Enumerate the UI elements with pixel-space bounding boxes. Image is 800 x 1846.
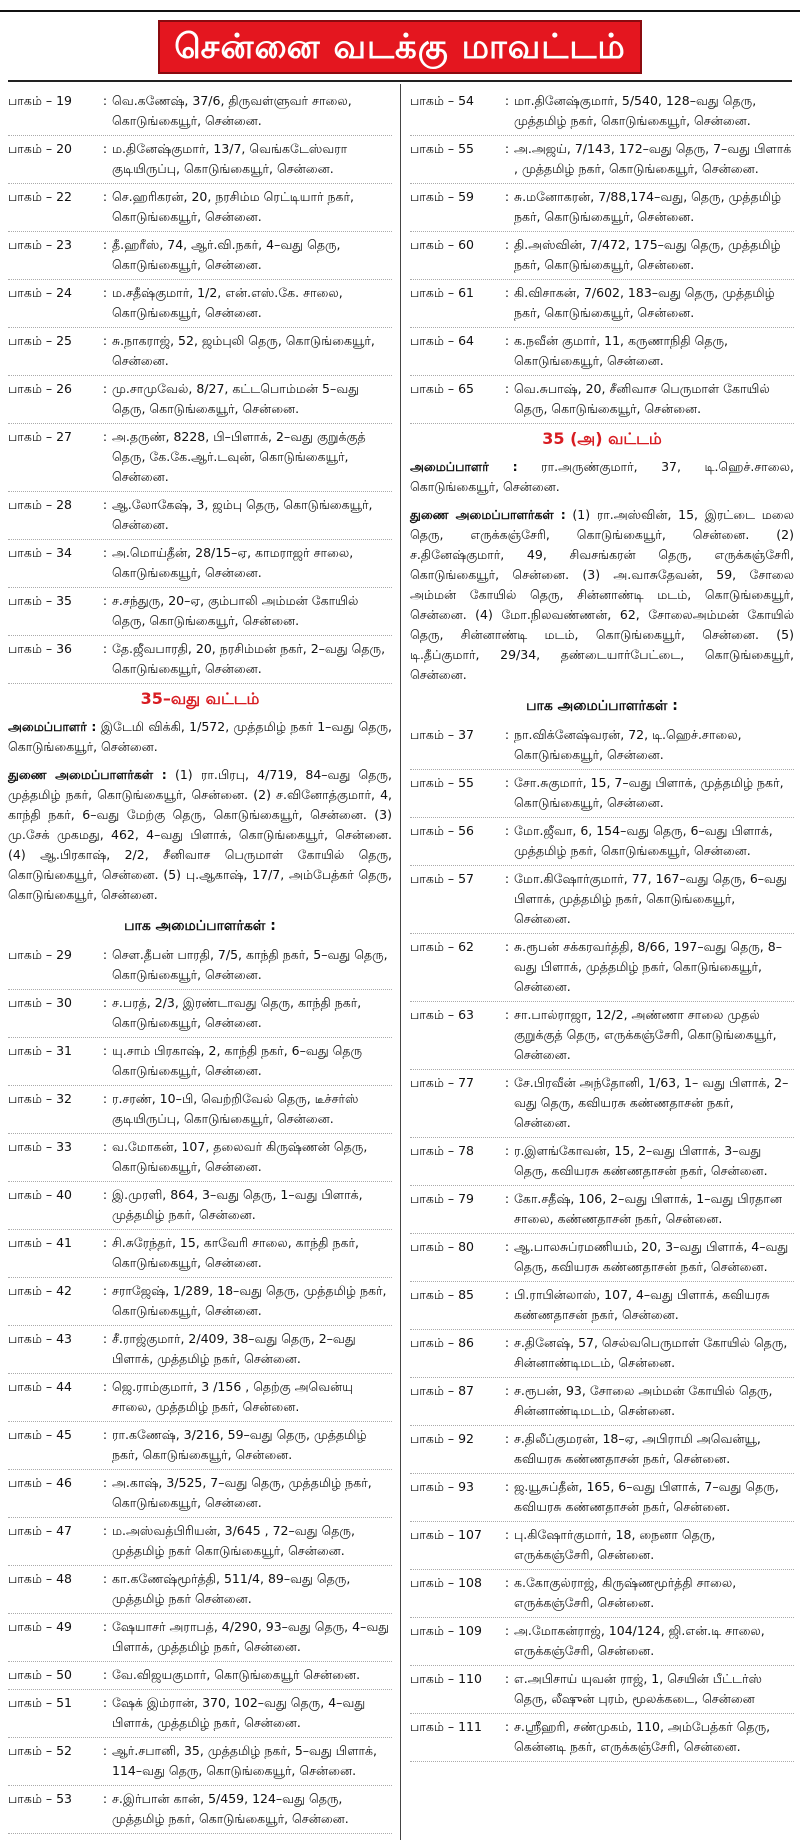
separator: : xyxy=(102,1523,108,1538)
list-item xyxy=(410,232,794,280)
part-number: பாகம் – 29 xyxy=(8,947,72,962)
list-item xyxy=(410,1186,794,1234)
separator: : xyxy=(102,1283,108,1298)
header xyxy=(0,20,800,76)
part-number: பாகம் – 30 xyxy=(8,995,72,1010)
top-border xyxy=(0,0,800,12)
separator: : xyxy=(102,1235,108,1250)
part-number: பாகம் – 92 xyxy=(410,1431,474,1446)
ward-35-title: 35–வது வட்டம் xyxy=(140,689,260,708)
list-item xyxy=(410,184,794,232)
separator: : xyxy=(504,1007,510,1022)
district-title: சென்னை வடக்கு மாவட்டம் xyxy=(158,20,642,74)
part-number: பாகம் – 51 xyxy=(8,1695,72,1710)
separator: : xyxy=(504,285,510,300)
part-number: பாகம் – 26 xyxy=(8,381,72,396)
left-part-list-a xyxy=(8,88,392,684)
separator: : xyxy=(102,947,108,962)
member-details: வெ.கணேஷ், 37/6, திருவள்ளுவர் சாலை, கொடுங்கையூர், சென்னை. xyxy=(112,93,352,128)
deputies-label: துணை அமைப்பாளர்கள் : xyxy=(8,767,167,782)
part-number: பாகம் – 40 xyxy=(8,1187,72,1202)
member-details: ச.இர்பான் கான், 5/459, 124–வது தெரு, முத்தமிழ் நகர், கொடுங்கையூர், சென்னை. xyxy=(112,1791,349,1826)
member-details: சி.சுரேந்தர், 15, காவேரி சாலை, காந்தி நகர், கொடுங்கையூர், சென்னை. xyxy=(112,1235,359,1270)
member-details: எ.அபிசாய் யுவன் ராஜ், 1, செயின் பீட்டர்ஸ் தெரு, லீஷுன் புரம், மூலக்கடை, சென்னை xyxy=(514,1671,762,1706)
member-details: ம.சதீஷ்குமார், 1/2, என்.எஸ்.கே. சாலை, கொடுங்கையூர், சென்னை. xyxy=(112,285,343,320)
list-item xyxy=(410,280,794,328)
separator: : xyxy=(504,1719,510,1734)
ward-35a-organiser xyxy=(410,454,794,502)
part-number: பாகம் – 109 xyxy=(410,1623,482,1638)
separator: : xyxy=(504,1075,510,1090)
member-details: சீ.ராஜ்குமார், 2/409, 38–வது தெரு, 2–வது பிளாக், முத்தமிழ் நகர், சென்னை. xyxy=(112,1331,356,1366)
list-item xyxy=(8,232,392,280)
part-number: பாகம் – 45 xyxy=(8,1427,72,1442)
list-item xyxy=(8,1182,392,1230)
member-details: ச.சந்துரு, 20–ஏ, கும்பாலி அம்மன் கோயில் தெரு, கொடுங்கையூர், சென்னை. xyxy=(112,593,359,628)
list-item xyxy=(8,136,392,184)
part-number: பாகம் – 80 xyxy=(410,1239,474,1254)
member-details: வே.விஜயகுமார், கொடுங்கையூர் சென்னை. xyxy=(112,1667,361,1682)
list-item xyxy=(410,1234,794,1282)
separator: : xyxy=(504,1191,510,1206)
separator: : xyxy=(102,1695,108,1710)
member-details: தி.அஸ்வின், 7/472, 175–வது தெரு, முத்தமிழ் நகர், கொடுங்கையூர், சென்னை. xyxy=(514,237,781,272)
part-number: பாகம் – 56 xyxy=(410,823,474,838)
member-details: அ.மொய்தீன், 28/15–ஏ, காமராஜர் சாலை, கொடுங்கையூர், சென்னை. xyxy=(112,545,354,580)
list-item xyxy=(8,492,392,540)
part-number: பாகம் – 42 xyxy=(8,1283,72,1298)
part-number: பாகம் – 65 xyxy=(410,381,474,396)
member-details: கி.விசாகன், 7/602, 183–வது தெரு, முத்தமிழ் நகர், கொடுங்கையூர், சென்னை. xyxy=(514,285,775,320)
separator: : xyxy=(102,93,108,108)
list-item xyxy=(410,328,794,376)
part-number: பாகம் – 49 xyxy=(8,1619,72,1634)
member-details: மோ.ஜீவா, 6, 154–வது தெரு, 6–வது பிளாக், முத்தமிழ் நகர், கொடுங்கையூர், சென்னை. xyxy=(514,823,773,858)
list-item xyxy=(8,942,392,990)
member-details: ரா.கணேஷ், 3/216, 59–வது தெரு, முத்தமிழ் நகர், கொடுங்கையூர், சென்னை. xyxy=(112,1427,367,1462)
part-number: பாகம் – 36 xyxy=(8,641,72,656)
member-details: ஆ.பாலசுப்ரமணியம், 20, 3–வது பிளாக், 4–வது தெரு, கவியரசு கண்ணதாசன் நகர், சென்னை. xyxy=(514,1239,789,1274)
part-number: பாகம் – 77 xyxy=(410,1075,474,1090)
part-number: பாகம் – 32 xyxy=(8,1091,72,1106)
part-number: பாகம் – 35 xyxy=(8,593,72,608)
separator: : xyxy=(504,1479,510,1494)
member-details: சே.பிரவீன் அந்தோனி, 1/63, 1– வது பிளாக், 2–வது தெரு, கவியரசு கண்ணதாசன் நகர், சென்னை. xyxy=(514,1075,789,1130)
member-details: ஷேயாசர் அராபத், 4/290, 93–வது தெரு, 4–வது பிளாக், முத்தமிழ் நகர், சென்னை. xyxy=(112,1619,390,1654)
part-number: பாகம் – 50 xyxy=(8,1667,72,1682)
separator: : xyxy=(504,871,510,886)
list-item xyxy=(8,1662,392,1690)
member-details: ம.அஸ்வத்பிரியன், 3/645 , 72–வது தெரு, முத்தமிழ் நகர் கொடுங்கையூர், சென்னை. xyxy=(112,1523,355,1558)
list-item xyxy=(8,636,392,684)
list-item xyxy=(410,722,794,770)
member-details: ர.இளங்கோவன், 15, 2–வது பிளாக், 3–வது தெரு, கவியரசு கண்ணதாசன் நகர், சென்னை. xyxy=(514,1143,768,1178)
part-number: பாகம் – 108 xyxy=(410,1575,482,1590)
separator: : xyxy=(102,497,108,512)
member-details: கோ.சதீஷ், 106, 2–வது பிளாக், 1–வது பிரதான சாலை, கண்ணதாசன் நகர், சென்னை. xyxy=(514,1191,782,1226)
list-item xyxy=(8,1230,392,1278)
member-details: மா.தினேஷ்குமார், 5/540, 128–வது தெரு, முத்தமிழ் நகர், கொடுங்கையூர், சென்னை. xyxy=(514,93,757,128)
part-number: பாகம் – 111 xyxy=(410,1719,482,1734)
list-item xyxy=(8,1690,392,1738)
separator: : xyxy=(102,1379,108,1394)
member-details: சு.மனோகரன், 7/88,174–வது, தெரு, முத்தமிழ் நகர், கொடுங்கையூர், சென்னை. xyxy=(514,189,782,224)
list-item xyxy=(410,1330,794,1378)
list-item xyxy=(8,1374,392,1422)
part-number: பாகம் – 34 xyxy=(8,545,72,560)
part-number: பாகம் – 24 xyxy=(8,285,72,300)
list-item xyxy=(8,328,392,376)
part-number: பாகம் – 28 xyxy=(8,497,72,512)
list-item xyxy=(8,1422,392,1470)
part-number: பாகம் – 86 xyxy=(410,1335,474,1350)
part-number: பாகம் – 27 xyxy=(8,429,72,444)
organiser-label: அமைப்பாளர் : xyxy=(8,719,97,734)
member-details: சோ.சுகுமார், 15, 7–வது பிளாக், முத்தமிழ் நகர், கொடுங்கையூர், சென்னை. xyxy=(514,775,784,810)
part-number: பாகம் – 53 xyxy=(8,1791,72,1806)
separator: : xyxy=(504,237,510,252)
part-number: பாகம் – 43 xyxy=(8,1331,72,1346)
ward-35a-deputies xyxy=(410,502,794,690)
separator: : xyxy=(102,141,108,156)
list-item xyxy=(410,1714,794,1762)
list-item xyxy=(8,88,392,136)
member-details: ச.ஸ்ரீஹரி, சண்முகம், 110, அம்பேத்கர் தெரு, கென்னடி நகர், எருக்கஞ்சேரி, சென்னை. xyxy=(514,1719,771,1754)
list-item xyxy=(410,1570,794,1618)
list-item xyxy=(8,990,392,1038)
list-item xyxy=(8,1038,392,1086)
part-number: பாகம் – 41 xyxy=(8,1235,72,1250)
part-number: பாகம் – 63 xyxy=(410,1007,474,1022)
list-item xyxy=(410,934,794,1002)
separator: : xyxy=(102,1139,108,1154)
separator: : xyxy=(102,285,108,300)
left-part-list-b xyxy=(8,942,392,1834)
ward-35a-title: 35 (அ) வட்டம் xyxy=(542,429,662,448)
list-item xyxy=(8,1086,392,1134)
list-item xyxy=(410,1138,794,1186)
separator: : xyxy=(504,727,510,742)
member-details: பி.ராபின்லாஸ், 107, 4–வது பிளாக், கவியரசு கண்ணதாசன் நகர், சென்னை. xyxy=(514,1287,770,1322)
list-item xyxy=(8,1278,392,1326)
list-item xyxy=(410,1426,794,1474)
organiser-text: ரா.அருண்குமார், 37, டி.ஹெச்.சாலை, கொடுங்கையூர், சென்னை. xyxy=(410,459,794,494)
separator: : xyxy=(102,1043,108,1058)
separator: : xyxy=(102,1619,108,1634)
separator: : xyxy=(504,93,510,108)
separator: : xyxy=(504,141,510,156)
member-details: ஆர்.சபானி, 35, முத்தமிழ் நகர், 5–வது பிளாக், 114–வது தெரு, கொடுங்கையூர், சென்னை. xyxy=(112,1743,377,1778)
member-details: அ.தருண், 8228, பி–பிளாக், 2–வது குறுக்குத் தெரு, கே.கே.ஆர்.டவுன், கொடுங்கையூர், சென்னை. xyxy=(112,429,366,484)
part-number: பாகம் – 22 xyxy=(8,189,72,204)
member-details: ச.திலீப்குமரன், 18–ஏ, அபிராமி அவென்யூ, கவியரசு கண்ணதாசன் நகர், சென்னை. xyxy=(514,1431,761,1466)
part-number: பாகம் – 93 xyxy=(410,1479,474,1494)
part-number: பாகம் – 31 xyxy=(8,1043,72,1058)
frame-line xyxy=(8,80,792,82)
separator: : xyxy=(504,823,510,838)
deputies-text: (1) ரா.பிரபு, 4/719, 84–வது தெரு, முத்தமிழ் நகர், கொடுங்கையூர், சென்னை. (2) ச.வினோத்குமார், 4, காந்தி நகர், 6–வது மேற்கு தெரு, கொடுங்கையூர், சென்னை. (3) மு.சேக் முகமது, 462, 4–வது பிளாக், கொடுங்கையூர், சென்னை. (4) ஆ.பிரகாஷ், 2/2, சீனிவாச பெருமாள் கோயில் தெரு, கொடுங்கையூர், சென்னை. (5) பு.ஆகாஷ், 17/7, அம்பேத்கர் தெரு, கொடுங்கையூர், சென்னை. xyxy=(8,767,392,902)
separator: : xyxy=(504,939,510,954)
right-part-list-b xyxy=(410,722,794,1762)
list-item xyxy=(8,1470,392,1518)
part-number: பாகம் – 46 xyxy=(8,1475,72,1490)
list-item xyxy=(410,770,794,818)
part-number: பாகம் – 110 xyxy=(410,1671,482,1686)
separator: : xyxy=(102,429,108,444)
part-number: பாகம் – 60 xyxy=(410,237,474,252)
separator: : xyxy=(102,1667,108,1682)
separator: : xyxy=(102,333,108,348)
separator: : xyxy=(102,1791,108,1806)
part-number: பாகம் – 78 xyxy=(410,1143,474,1158)
list-item xyxy=(410,1618,794,1666)
part-number: பாகம் – 25 xyxy=(8,333,72,348)
list-item xyxy=(410,1522,794,1570)
deputies-text: (1) ரா.அஸ்வின், 15, இரட்டை மலை தெரு, எருக்கஞ்சேரி, கொடுங்கையூர், சென்னை. (2) ச.தினேஷ்குமார், 49, சிவசங்கரன் தெரு, எருக்கஞ்சேரி, கொடுங்கையூர், சென்னை. (3) அ.வாசுதேவன், 59, சோலை அம்மன் கோயில் தெரு, சின்னாண்டி மடம், கொடுங்கையூர், சென்னை. (4) மோ.நிலவண்ணன், 62, சோலைஅம்மன் கோயில் தெரு, சின்னாண்டி மடம், கொடுங்கையூர், சென்னை. (5) டி.தீப்குமார், 29/34, தண்டையார்பேட்டை, கொடுங்கையூர், சென்னை. xyxy=(410,507,794,682)
separator: : xyxy=(504,1239,510,1254)
member-details: யு.சாம் பிரகாஷ், 2, காந்தி நகர், 6–வது தெரு கொடுங்கையூர், சென்னை. xyxy=(112,1043,363,1078)
part-number: பாகம் – 54 xyxy=(410,93,474,108)
part-number: பாகம் – 48 xyxy=(8,1571,72,1586)
separator: : xyxy=(504,1143,510,1158)
part-number: பாகம் – 55 xyxy=(410,141,474,156)
member-details: சு.ரூபன் சக்கரவர்த்தி, 8/66, 197–வது தெரு, 8–வது பிளாக், முத்தமிழ் நகர், கொடுங்கையூர், சென்னை. xyxy=(514,939,782,994)
member-details: வ.மோகன், 107, தலைவர் கிருஷ்ணன் தெரு, கொடுங்கையூர், சென்னை. xyxy=(112,1139,368,1174)
part-number: பாகம் – 37 xyxy=(410,727,474,742)
separator: : xyxy=(504,775,510,790)
separator: : xyxy=(102,1475,108,1490)
list-item xyxy=(410,818,794,866)
list-item xyxy=(8,1326,392,1374)
list-item xyxy=(410,1070,794,1138)
list-item xyxy=(410,1666,794,1714)
member-details: மு.சாமுவேல், 8/27, கட்டபொம்மன் 5–வது தெரு, கொடுங்கையூர், சென்னை. xyxy=(112,381,360,416)
member-details: தே.ஜீவபாரதி, 20, நரசிம்மன் நகர், 2–வது தெரு, கொடுங்கையூர், சென்னை. xyxy=(112,641,386,676)
list-item xyxy=(8,1738,392,1786)
part-number: பாகம் – 62 xyxy=(410,939,474,954)
part-number: பாகம் – 47 xyxy=(8,1523,72,1538)
separator: : xyxy=(504,1383,510,1398)
separator: : xyxy=(504,1623,510,1638)
part-number: பாகம் – 20 xyxy=(8,141,72,156)
organiser-text: இடேமி விக்கி, 1/572, முத்தமிழ் நகர் 1–வது தெரு, கொடுங்கையூர், சென்னை. xyxy=(8,719,392,754)
member-details: ர.சரண், 10–பி, வெற்றிவேல் தெரு, டீச்சர்ஸ் குடியிருப்பு, கொடுங்கையூர், சென்னை. xyxy=(112,1091,359,1126)
part-number: பாகம் – 64 xyxy=(410,333,474,348)
separator: : xyxy=(102,189,108,204)
part-organisers-title: பாக அமைப்பாளர்கள் : xyxy=(124,918,276,934)
separator: : xyxy=(504,1287,510,1302)
list-item xyxy=(8,540,392,588)
list-item xyxy=(410,88,794,136)
list-item xyxy=(8,376,392,424)
member-details: செ.ஹரிகரன், 20, நரசிம்ம ரெட்டியார் நகர், கொடுங்கையூர், சென்னை. xyxy=(112,189,355,224)
member-details: சா.பால்ராஜா, 12/2, அண்ணா சாலை முதல் குறுக்குத் தெரு, எருக்கஞ்சேரி, கொடுங்கையூர், சென்னை. xyxy=(514,1007,777,1062)
list-item xyxy=(8,1134,392,1182)
part-number: பாகம் – 57 xyxy=(410,871,474,886)
list-item xyxy=(410,1474,794,1522)
member-details: ச.பரத், 2/3, இரண்டாவது தெரு, காந்தி நகர், கொடுங்கையூர், சென்னை. xyxy=(112,995,362,1030)
ward-35-organiser xyxy=(8,714,392,762)
separator: : xyxy=(102,1187,108,1202)
member-details: க.கோகுல்ராஜ், கிருஷ்ணமூர்த்தி சாலை, எருக்கஞ்சேரி, சென்னை. xyxy=(514,1575,737,1610)
separator: : xyxy=(102,1571,108,1586)
part-number: பாகம் – 33 xyxy=(8,1139,72,1154)
right-part-list-a xyxy=(410,88,794,424)
part-number: பாகம் – 107 xyxy=(410,1527,482,1542)
list-item xyxy=(8,424,392,492)
left-column xyxy=(8,88,392,1834)
member-details: ச.தினேஷ், 57, செல்வபெருமாள் கோயில் தெரு, சின்னாண்டிமடம், சென்னை. xyxy=(514,1335,788,1370)
separator: : xyxy=(102,641,108,656)
right-column xyxy=(410,88,794,1762)
separator: : xyxy=(504,381,510,396)
separator: : xyxy=(102,1091,108,1106)
member-details: நா.விக்னேஷ்வரன், 72, டி.ஹெச்.சாலை, கொடுங்கையூர், சென்னை. xyxy=(514,727,742,762)
separator: : xyxy=(102,1331,108,1346)
member-details: ஷேக் இம்ரான், 370, 102–வது தெரு, 4–வது பிளாக், முத்தமிழ் நகர், சென்னை. xyxy=(112,1695,366,1730)
member-details: சராஜேஷ், 1/289, 18–வது தெரு, முத்தமிழ் நகர், கொடுங்கையூர், சென்னை. xyxy=(112,1283,387,1318)
member-details: அ.காஷ், 3/525, 7–வது தெரு, முத்தமிழ் நகர், கொடுங்கையூர், சென்னை. xyxy=(112,1475,372,1510)
separator: : xyxy=(504,189,510,204)
list-item xyxy=(8,184,392,232)
part-number: பாகம் – 44 xyxy=(8,1379,72,1394)
part-number: பாகம் – 55 xyxy=(410,775,474,790)
list-item xyxy=(8,1518,392,1566)
member-details: ஜ.யூசுப்தீன், 165, 6–வது பிளாக், 7–வது தெரு, கவியரசு கண்ணதாசன் நகர், சென்னை. xyxy=(514,1479,779,1514)
part-number: பாகம் – 52 xyxy=(8,1743,72,1758)
member-details: அ.மோகன்ராஜ், 104/124, ஜி.என்.டி சாலை, எருக்கஞ்சேரி, சென்னை. xyxy=(514,1623,765,1658)
member-details: தீ.ஹரீஸ், 74, ஆர்.வி.நகர், 4–வது தெரு, கொடுங்கையூர், சென்னை. xyxy=(112,237,341,272)
separator: : xyxy=(102,593,108,608)
list-item xyxy=(8,1566,392,1614)
ward-35-deputies xyxy=(8,762,392,910)
list-item xyxy=(410,1378,794,1426)
part-number: பாகம் – 85 xyxy=(410,1287,474,1302)
part-number: பாகம் – 23 xyxy=(8,237,72,252)
member-details: சௌ.தீபன் பாரதி, 7/5, காந்தி நகர், 5–வது தெரு, கொடுங்கையூர், சென்னை. xyxy=(112,947,388,982)
separator: : xyxy=(504,1335,510,1350)
part-organisers-title: பாக அமைப்பாளர்கள் : xyxy=(526,698,678,714)
list-item xyxy=(410,136,794,184)
separator: : xyxy=(102,545,108,560)
part-number: பாகம் – 87 xyxy=(410,1383,474,1398)
separator: : xyxy=(102,1427,108,1442)
list-item xyxy=(410,866,794,934)
separator: : xyxy=(102,381,108,396)
part-number: பாகம் – 59 xyxy=(410,189,474,204)
separator: : xyxy=(504,1671,510,1686)
member-details: வெ.சுபாஷ், 20, சீனிவாச பெருமாள் கோயில் தெரு, கொடுங்கையூர், சென்னை. xyxy=(514,381,770,416)
organiser-label: அமைப்பாளர் : xyxy=(410,459,518,474)
part-number: பாகம் – 79 xyxy=(410,1191,474,1206)
list-item xyxy=(410,1002,794,1070)
member-details: ம.தினேஷ்குமார், 13/7, வெங்கடேஸ்வரா குடியிருப்பு, கொடுங்கையூர், சென்னை. xyxy=(112,141,348,176)
member-details: சு.நாகராஜ், 52, ஜம்புலி தெரு, கொடுங்கையூர், சென்னை. xyxy=(112,333,375,368)
member-details: ஆ.லோகேஷ், 3, ஜம்பு தெரு, கொடுங்கையூர், சென்னை. xyxy=(112,497,373,532)
separator: : xyxy=(504,1431,510,1446)
column-divider xyxy=(400,84,401,1840)
separator: : xyxy=(102,237,108,252)
member-details: அ.அஜய், 7/143, 172–வது தெரு, 7–வது பிளாக் , முத்தமிழ் நகர், கொடுங்கையூர், சென்னை. xyxy=(514,141,792,176)
member-details: ஜெ.ராம்குமார், 3 /156 , தெற்கு அவென்யு சாலை, முத்தமிழ் நகர், சென்னை. xyxy=(112,1379,354,1414)
separator: : xyxy=(102,1743,108,1758)
separator: : xyxy=(504,1575,510,1590)
list-item xyxy=(8,588,392,636)
member-details: மோ.கிஷோர்குமார், 77, 167–வது தெரு, 6–வது பிளாக், முத்தமிழ் நகர், கொடுங்கையூர், சென்னை. xyxy=(514,871,787,926)
member-details: இ.முரளி, 864, 3–வது தெரு, 1–வது பிளாக், முத்தமிழ் நகர், சென்னை. xyxy=(112,1187,363,1222)
list-item xyxy=(8,280,392,328)
member-details: ச.ரூபன், 93, சோலை அம்மன் கோயில் தெரு, சின்னாண்டிமடம், சென்னை. xyxy=(514,1383,773,1418)
part-number: பாகம் – 61 xyxy=(410,285,474,300)
member-details: க.நவீன் குமார், 11, கருணாநிதி தெரு, கொடுங்கையூர், சென்னை. xyxy=(514,333,729,368)
list-item xyxy=(410,376,794,424)
deputies-label: துணை அமைப்பாளர்கள் : xyxy=(410,507,566,522)
separator: : xyxy=(504,1527,510,1542)
list-item xyxy=(8,1614,392,1662)
list-item xyxy=(410,1282,794,1330)
separator: : xyxy=(102,995,108,1010)
list-item xyxy=(8,1786,392,1834)
member-details: பு.கிஷோர்குமார், 18, நைனா தெரு, எருக்கஞ்சேரி, சென்னை. xyxy=(514,1527,716,1562)
part-number: பாகம் – 19 xyxy=(8,93,72,108)
separator: : xyxy=(504,333,510,348)
member-details: கா.கணேஷ்மூர்த்தி, 511/4, 89–வது தெரு, முத்தமிழ் நகர் சென்னை. xyxy=(112,1571,351,1606)
